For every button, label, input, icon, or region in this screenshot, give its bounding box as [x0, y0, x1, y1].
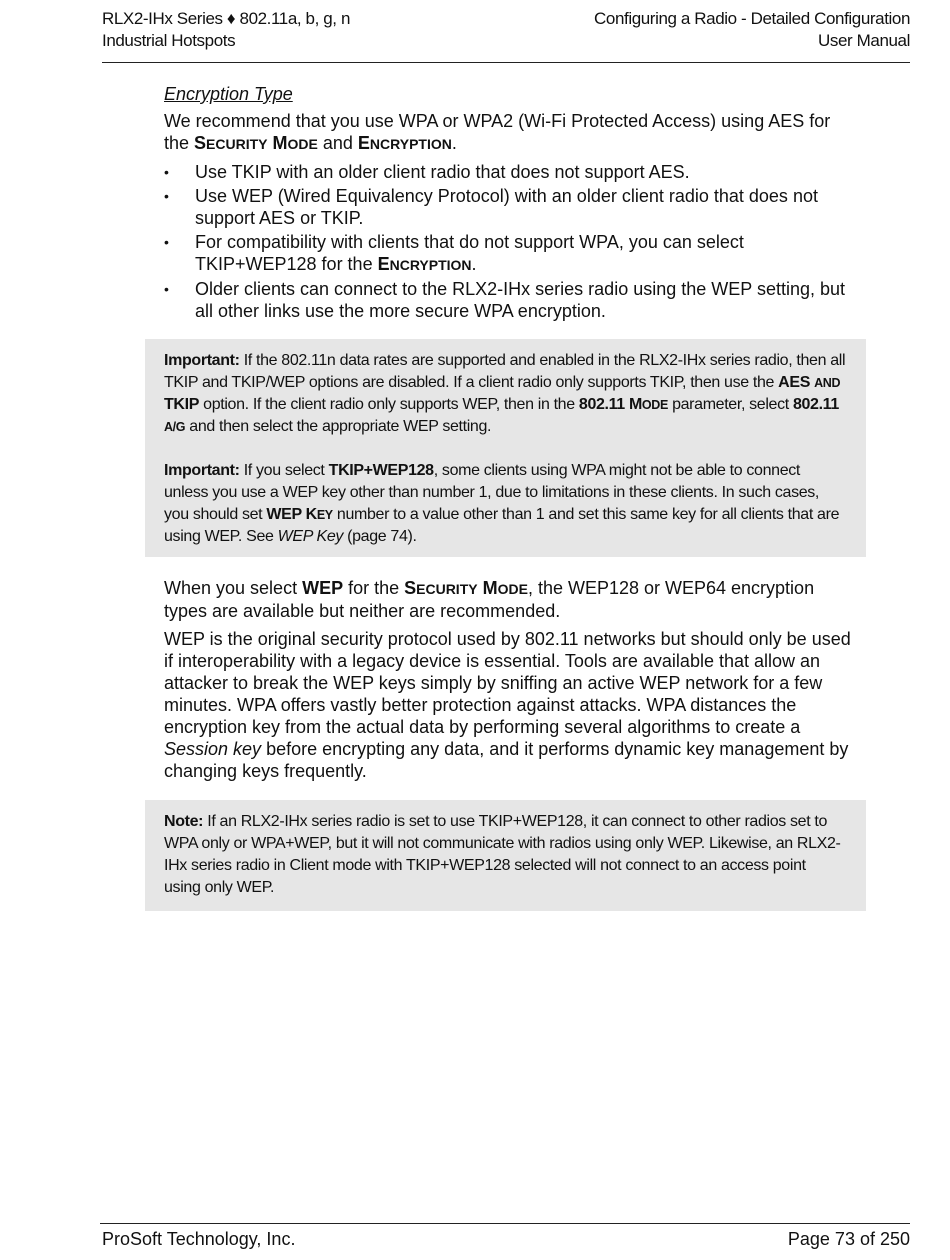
security-mode-term: S — [194, 133, 207, 153]
security-mode-term-rest: ECURITY — [416, 581, 478, 597]
wep-paragraph-2 — [164, 628, 854, 782]
list-item-text: Use WEP (Wired Equivalency Protocol) with an older client radio that does not support AES or TKIP. — [195, 186, 818, 228]
note-text: number to a value other than 1 and set this same key for all clients that are using WEP. See — [164, 506, 840, 545]
intro-and: and — [317, 133, 358, 153]
bullet-icon: • — [164, 234, 169, 250]
important-note-2 — [164, 460, 846, 548]
paragraph-text: WEP is the original security protocol used by 802.11 networks but should only be used if interoperability with a legacy device is essential. Tools are available that allow an attacker to break the WEP keys simply by sniffing an active WEP network for a few minutes. WPA offers vastly better protection against attacks. WPA distances the encryption key from the actual data by performing several algorithms to create a — [164, 629, 851, 737]
paragraph-gap — [164, 438, 846, 460]
encryption-term: E — [357, 133, 370, 153]
mode-term-rest: ODE — [287, 136, 318, 152]
recommendation-list — [164, 161, 854, 322]
section-title: Encryption Type — [164, 84, 293, 104]
wep-section — [164, 577, 854, 788]
intro-period: . — [451, 133, 457, 153]
80211-mode-term: 802.11 M — [578, 396, 642, 413]
encryption-term-rest: NCRYPTION — [389, 257, 472, 273]
note-text: parameter, select — [667, 396, 793, 413]
header-manual-type: User Manual — [818, 31, 910, 50]
note-text: If you select — [239, 462, 329, 479]
note-text: If the 802.11n data rates are supported and enabled in the RLX2-IHx series radio, then all TKIP and TKIP/WEP options are disabled. If a client radio only supports TKIP, then use the — [164, 352, 846, 391]
list-item-text: Older clients can connect to the RLX2-IHx series radio using the WEP setting, but all other links use the more secure WPA encryption. — [195, 279, 845, 321]
header-product-subtitle: Industrial Hotspots — [102, 31, 236, 50]
80211-ag-term-rest: A/G — [164, 420, 186, 434]
bullet-icon: • — [164, 188, 169, 204]
security-mode-term: S — [404, 578, 417, 598]
list-item-text: For compatibility with clients that do not support WPA, you can select TKIP+WEP128 for the — [195, 232, 744, 274]
header-right — [594, 8, 910, 52]
paragraph-text: for the — [343, 578, 405, 598]
header-left — [102, 8, 350, 52]
mode-term: M — [477, 578, 498, 598]
note-label: Note: — [164, 813, 204, 830]
list-item-text: Use TKIP with an older client radio that does not support AES. — [195, 162, 690, 182]
important-note-1 — [164, 350, 846, 438]
encryption-term: E — [377, 254, 390, 274]
bullet-icon: • — [164, 281, 169, 297]
paragraph-text: before encrypting any data, and it performs dynamic key management by changing keys frequently. — [164, 739, 849, 781]
header-chapter-title: Configuring a Radio - Detailed Configuration — [594, 9, 910, 28]
intro-paragraph — [164, 110, 854, 155]
security-mode-term-rest: ECURITY — [206, 136, 268, 152]
important-note-box — [145, 339, 866, 557]
aes-term: AES — [778, 374, 815, 391]
wep-key-term-rest: EY — [316, 508, 333, 522]
80211-mode-term-rest: ODE — [641, 398, 668, 412]
tkip-wep128-term: TKIP+WEP128 — [328, 462, 434, 479]
page-reference: (page 74). — [343, 528, 417, 545]
80211-ag-term: 802.11 — [792, 396, 839, 413]
important-label: Important: — [164, 462, 240, 479]
list-item — [164, 185, 854, 229]
note-text: option. If the client radio only supports WEP, then in the — [199, 396, 579, 413]
important-label: Important: — [164, 352, 240, 369]
note-text: If an RLX2-IHx series radio is set to use TKIP+WEP128, it can connect to other radios set to WPA only or WPA+WEP, but it will not communicate with radios using only WEP. Likewise, an RLX2-IHx series radio in Client mode with TKIP+WEP128 selected will not connect to an access point using only WEP. — [164, 813, 841, 896]
list-item — [164, 231, 854, 276]
intro-text: We recommend that you use WPA or WPA2 (Wi-Fi Protected Access) using AES for the — [164, 111, 831, 153]
footer-company: ProSoft Technology, Inc. — [102, 1229, 296, 1249]
paragraph-text: , the WEP128 or WEP64 encryption types are available but neither are recommended. — [164, 578, 815, 621]
paragraph-text: When you select — [164, 578, 303, 598]
note-text: and then select the appropriate WEP setting. — [185, 418, 492, 435]
encryption-term-rest: NCRYPTION — [369, 136, 452, 152]
list-item — [164, 161, 854, 183]
mode-term: M — [272, 133, 288, 153]
wep-term: WEP — [302, 578, 344, 598]
note-paragraph — [164, 811, 846, 899]
note-text: , some clients using WPA might not be able to connect unless you use a WEP key other than number 1, due to limitations in these clients. In such cases, you should set — [164, 462, 820, 523]
encryption-section — [164, 82, 854, 324]
wep-key-term: WEP K — [266, 506, 317, 523]
tkip-term: TKIP — [164, 396, 200, 413]
note-box — [145, 800, 866, 911]
bullet-icon: • — [164, 164, 169, 180]
mode-term-rest: ODE — [497, 581, 528, 597]
wep-paragraph-1 — [164, 577, 854, 622]
page-number: Page 73 of 250 — [787, 1229, 910, 1249]
page-header — [102, 8, 910, 63]
header-product-line: RLX2-IHx Series ♦ 802.11a, b, g, n — [102, 9, 351, 28]
session-key-term: Session key — [164, 739, 262, 759]
and-term: AND — [814, 376, 841, 390]
wep-key-link[interactable]: WEP Key — [277, 528, 344, 545]
page-footer — [100, 1223, 910, 1249]
list-item — [164, 278, 854, 322]
list-item-period: . — [471, 254, 477, 274]
